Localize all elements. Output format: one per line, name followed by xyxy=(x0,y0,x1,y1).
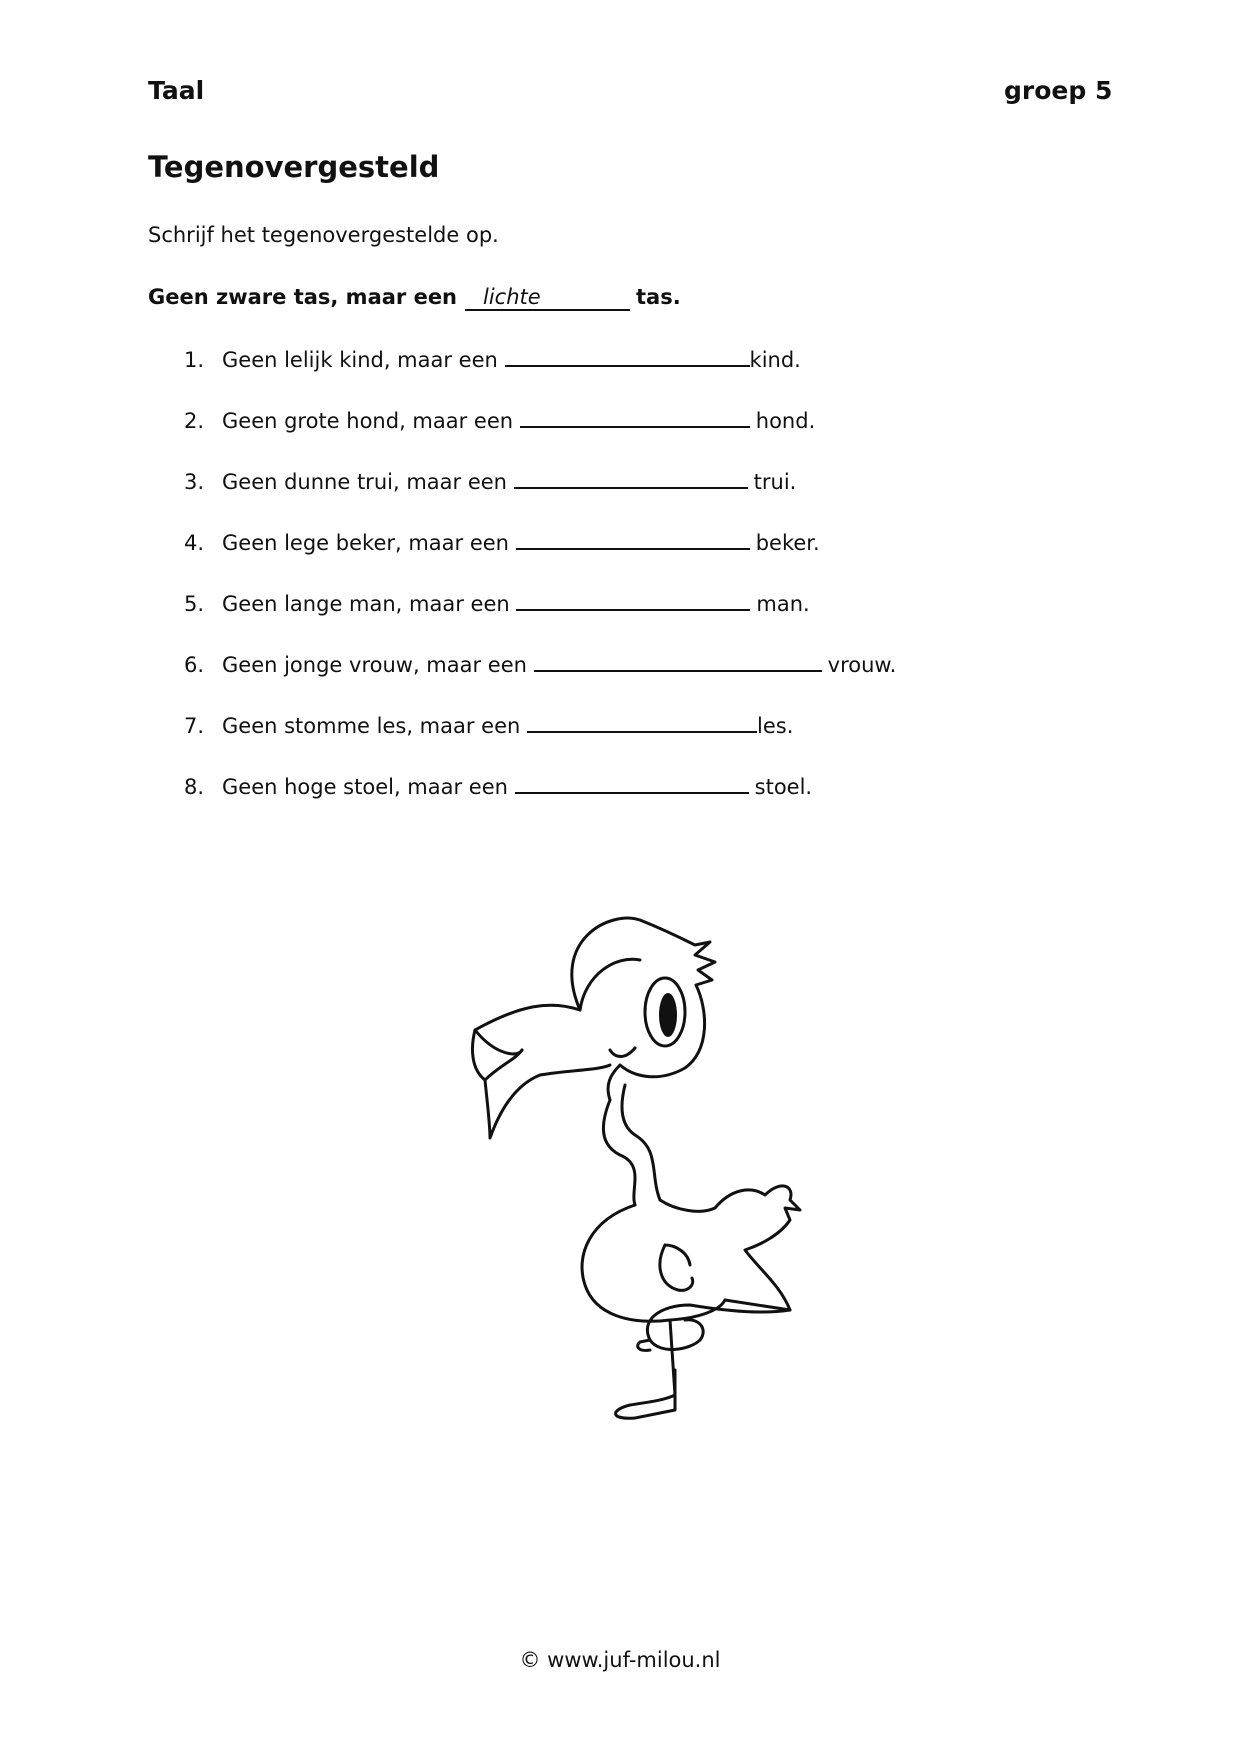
item-prefix: Geen stomme les, maar een xyxy=(222,714,521,738)
example-prefix: Geen zware tas, maar een xyxy=(148,285,458,309)
subject-label: Taal xyxy=(148,76,205,105)
item-prefix: Geen lelijk kind, maar een xyxy=(222,348,498,372)
example-suffix: tas. xyxy=(636,285,681,309)
answer-blank[interactable] xyxy=(516,587,750,611)
exercise-item xyxy=(184,709,793,737)
answer-blank[interactable] xyxy=(515,770,749,794)
item-suffix: kind. xyxy=(749,348,801,372)
item-suffix: vrouw. xyxy=(827,653,897,677)
item-suffix: beker. xyxy=(755,531,820,555)
footer-copyright: © www.juf-milou.nl xyxy=(519,1648,721,1672)
exercise-item xyxy=(184,587,810,615)
item-number: 7. xyxy=(184,714,205,738)
grade-label: groep 5 xyxy=(1004,76,1113,105)
flamingo-body xyxy=(582,1186,800,1321)
item-number: 4. xyxy=(184,531,205,555)
answer-blank[interactable] xyxy=(527,709,757,733)
page-title: Tegenovergesteld xyxy=(148,150,440,184)
flamingo-beak xyxy=(472,1005,635,1138)
exercise-item xyxy=(184,648,896,676)
item-prefix: Geen hoge stoel, maar een xyxy=(222,775,508,799)
item-suffix: stoel. xyxy=(754,775,813,799)
item-suffix: trui. xyxy=(753,470,797,494)
item-prefix: Geen lange man, maar een xyxy=(222,592,510,616)
item-number: 3. xyxy=(184,470,205,494)
item-number: 1. xyxy=(184,348,205,372)
item-number: 8. xyxy=(184,775,205,799)
example-sentence xyxy=(148,285,681,311)
answer-blank[interactable] xyxy=(514,465,748,489)
item-suffix: man. xyxy=(756,592,810,616)
exercise-item xyxy=(184,404,815,432)
item-prefix: Geen lege beker, maar een xyxy=(222,531,509,555)
item-prefix: Geen jonge vrouw, maar een xyxy=(222,653,527,677)
instruction-text: Schrijf het tegenovergestelde op. xyxy=(148,223,499,247)
item-number: 5. xyxy=(184,592,205,616)
item-prefix: Geen dunne trui, maar een xyxy=(222,470,507,494)
exercise-item xyxy=(184,465,796,493)
exercise-item xyxy=(184,770,812,798)
item-prefix: Geen grote hond, maar een xyxy=(222,409,514,433)
example-answer: lichte xyxy=(465,285,630,311)
item-suffix: les. xyxy=(757,714,794,738)
item-number: 6. xyxy=(184,653,205,677)
flamingo-illustration xyxy=(460,900,840,1460)
item-number: 2. xyxy=(184,409,205,433)
answer-blank[interactable] xyxy=(505,343,750,367)
item-suffix: hond. xyxy=(755,409,816,433)
answer-blank[interactable] xyxy=(520,404,750,428)
answer-blank[interactable] xyxy=(516,526,750,550)
answer-blank[interactable] xyxy=(534,648,822,672)
flamingo-head xyxy=(572,918,715,1100)
exercise-item xyxy=(184,343,801,371)
exercise-item xyxy=(184,526,820,554)
flamingo-legs xyxy=(616,1300,790,1418)
flamingo-neck xyxy=(603,1085,660,1205)
